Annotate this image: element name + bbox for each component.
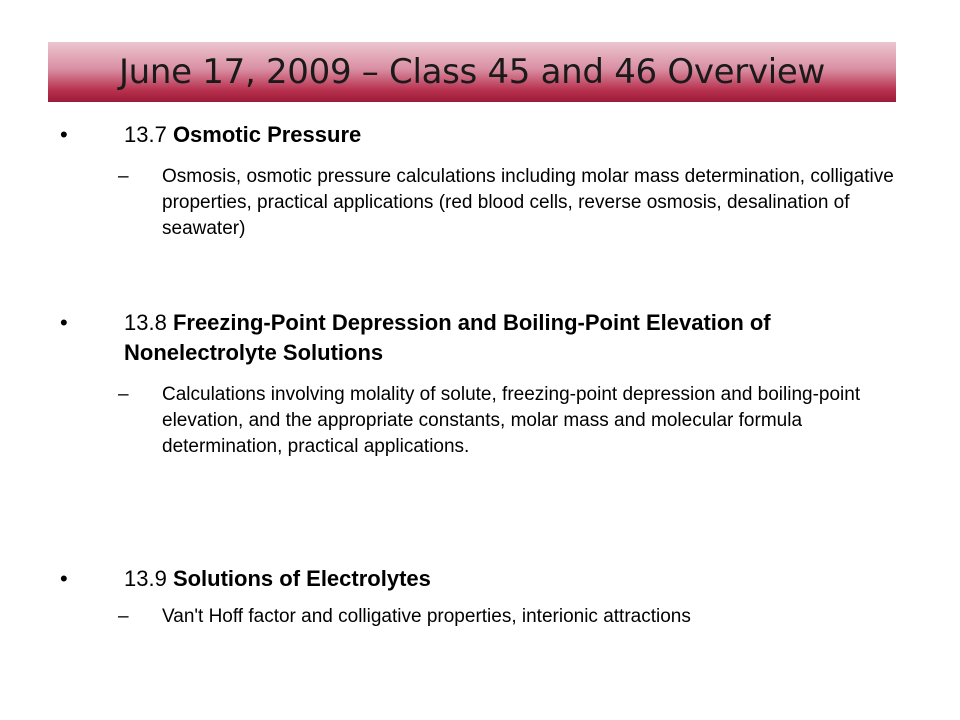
bullet-marker: •	[60, 566, 68, 591]
sub-bullet-text: Osmosis, osmotic pressure calculations including molar mass determination, colligative properties, practical applications (red blood cells, reverse osmosis, desalination of seawater)	[162, 166, 894, 239]
sub-bullet-marker: –	[118, 384, 129, 405]
title-bar	[48, 42, 896, 102]
bullet-marker: •	[60, 310, 68, 335]
section-heading: Freezing-Point Depression and Boiling-Point Elevation of Nonelectrolyte Solutions	[124, 310, 771, 365]
sub-bullet-text: Van't Hoff factor and colligative properties, interionic attractions	[162, 606, 691, 627]
sub-bullet-text: Calculations involving molality of solute, freezing-point depression and boiling-point elevation, and the appropriate constants, molar mass and molecular formula determination, practical applications.	[162, 384, 861, 457]
section-number: 13.7	[124, 122, 173, 147]
sub-bullet-marker: –	[118, 606, 129, 627]
section-heading: Solutions of Electrolytes	[172, 566, 431, 591]
section-number: 13.9	[124, 566, 173, 591]
section-number: 13.8	[124, 310, 173, 335]
slide-title: June 17, 2009 – Class 45 and 46 Overview	[118, 52, 826, 92]
sub-bullet-marker: –	[118, 166, 129, 187]
bullet-marker: •	[60, 122, 68, 147]
bullet-heading	[124, 120, 904, 150]
bullet-heading	[124, 564, 904, 594]
bullet-heading	[124, 308, 904, 368]
section-heading: Osmotic Pressure	[172, 122, 362, 147]
